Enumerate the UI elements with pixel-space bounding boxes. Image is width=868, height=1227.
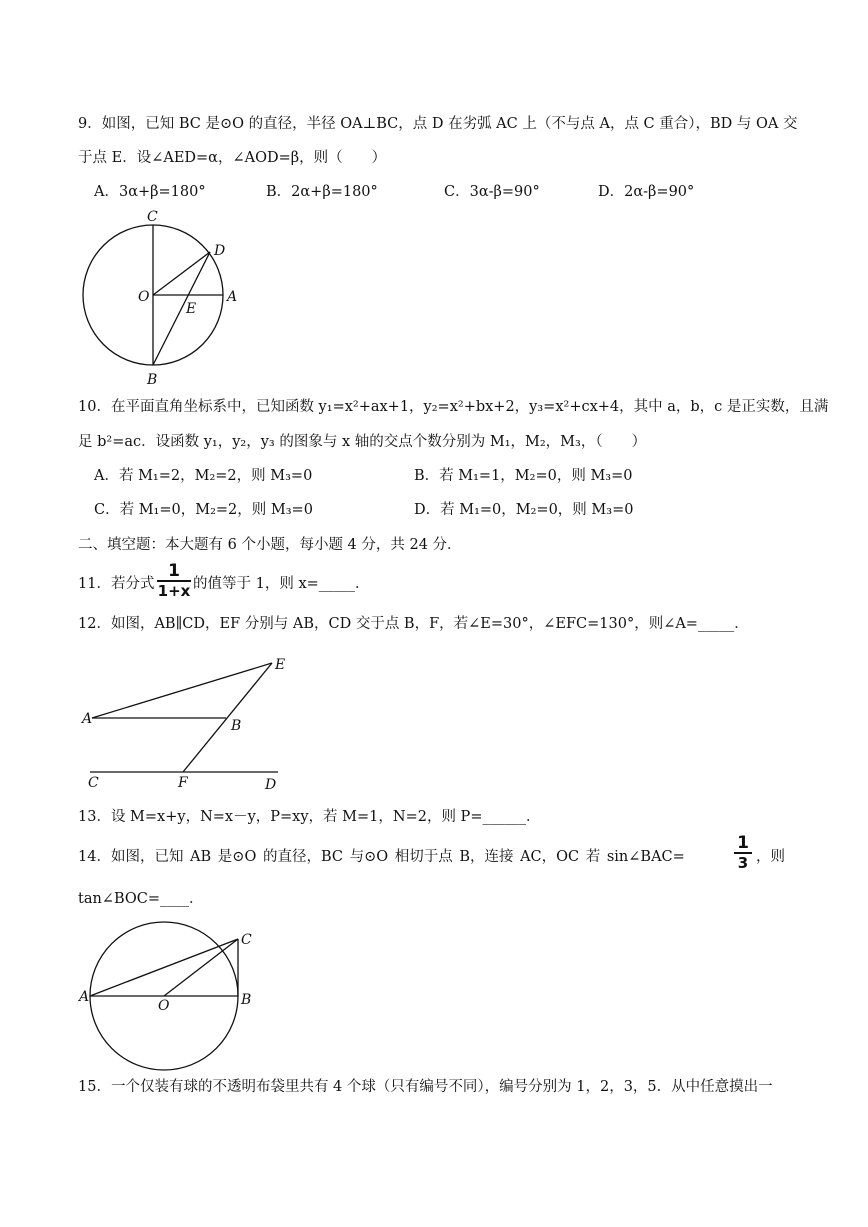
- q9-line1: 9．如图，已知 BC 是⊙O 的直径，半径 OA⊥BC，点 D 在劣弧 AC 上（不与点 A，点 C 重合），BD 与 OA 交: [78, 116, 798, 132]
- q13-text: 13．设 M=x+y，N=x－y，P=xy，若 M=1，N=2，则 P=______．: [78, 809, 541, 825]
- q9-segment-od: [153, 252, 210, 295]
- q12-figure: [78, 650, 298, 795]
- q12-label-b: B: [231, 718, 242, 734]
- q14-figure: [72, 920, 272, 1075]
- q14-line2: tan∠BOC=____．: [78, 891, 204, 907]
- q10-line1: 10．在平面直角坐标系中，已知函数 y₁=x²+ax+1，y₂=x²+bx+2，y₃=x²+cx+4，其中 a，b，c 是正实数，且满: [78, 399, 829, 415]
- q9-option-c: C．3α-β=90°: [444, 184, 540, 200]
- q14-line1-end: ，则: [756, 849, 785, 865]
- q10-option-d: D．若 M₁=0，M₂=0，则 M₃=0: [414, 502, 634, 518]
- q12-text: 12．如图，AB∥CD，EF 分别与 AB，CD 交于点 B，F，若∠E=30°，∠EFC=130°，则∠A=_____．: [78, 616, 749, 632]
- q9-label-d: D: [214, 243, 226, 259]
- q11-denominator: 1+x: [157, 582, 191, 600]
- q9-option-b: B．2α+β=180°: [266, 184, 378, 200]
- q9-label-c: C: [147, 209, 158, 225]
- q10-line2: 足 b²=ac．设函数 y₁，y₂，y₃ 的图象与 x 轴的交点个数分别为 M₁，M₂，M₃，（ ）: [78, 434, 647, 450]
- q12-label-d: D: [265, 777, 277, 793]
- q10-option-b: B．若 M₁=1，M₂=0，则 M₃=0: [414, 468, 633, 484]
- q12-label-f: F: [178, 775, 188, 791]
- q10-option-a: A．若 M₁=2，M₂=2，则 M₃=0: [94, 468, 313, 484]
- q9-figure: [70, 205, 260, 390]
- q9-line2: 于点 E．设∠AED=α，∠AOD=β，则（ ）: [78, 150, 387, 166]
- q9-option-a: A．3α+β=180°: [94, 184, 206, 200]
- q14-label-o: O: [158, 998, 170, 1014]
- q9-segment-bd: [153, 252, 210, 365]
- q14-label-a: A: [79, 989, 90, 1005]
- q12-segment-ae: [92, 663, 272, 718]
- q14-segment-ac: [90, 939, 238, 996]
- q11-numerator: 1: [168, 561, 180, 581]
- q12-label-e: E: [275, 657, 286, 673]
- q11-suffix: 的值等于 1，则 x=_____．: [193, 576, 370, 592]
- q14-segment-oc: [164, 939, 238, 996]
- q12-label-a: A: [82, 711, 93, 727]
- q9-option-d: D．2α-β=90°: [598, 184, 695, 200]
- q9-label-b: B: [147, 372, 158, 388]
- q10-option-c: C．若 M₁=0，M₂=2，则 M₃=0: [94, 502, 313, 518]
- q14-label-c: C: [241, 932, 252, 948]
- q14-line1: 14．如图，已知 AB 是⊙O 的直径，BC 与⊙O 相切于点 B，连接 AC，OC 若 sin∠BAC=: [78, 849, 685, 865]
- section-heading: 二、填空题：本大题有 6 个小题，每小题 4 分，共 24 分．: [78, 537, 462, 553]
- q11-prefix: 11．若分式: [78, 576, 155, 592]
- q14-numerator: 1: [737, 833, 749, 853]
- q9-label-e: E: [186, 301, 197, 317]
- q14-denominator: 3: [734, 852, 752, 872]
- q9-label-a: A: [227, 289, 238, 305]
- q15-line1: 15．一个仅装有球的不透明布袋里共有 4 个球（只有编号不同），编号分别为 1，2，3，5．从中任意摸出一: [78, 1079, 773, 1095]
- q14-label-b: B: [241, 992, 252, 1008]
- q12-label-c: C: [88, 775, 99, 791]
- q11-fraction: [157, 562, 191, 600]
- q14-fraction: [734, 834, 752, 872]
- q9-label-o: O: [138, 289, 150, 305]
